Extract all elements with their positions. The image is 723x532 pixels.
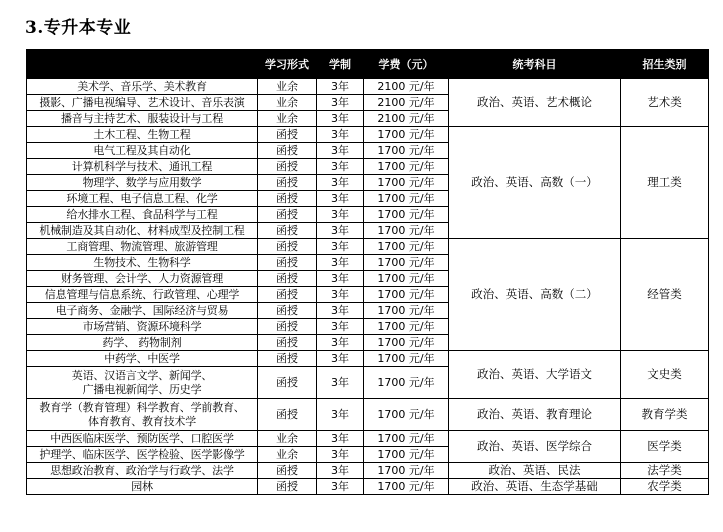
study-mode-cell: 函授 [258, 463, 317, 479]
tuition-cell: 1700 元/年 [364, 303, 449, 319]
duration-cell: 3年 [317, 319, 364, 335]
category-cell: 理工类 [621, 127, 709, 239]
major-cell: 环境工程、电子信息工程、化学 [27, 191, 258, 207]
study-mode-cell: 函授 [258, 399, 317, 431]
category-cell: 经管类 [621, 239, 709, 351]
table-row [27, 79, 709, 95]
category-cell: 医学类 [621, 431, 709, 463]
exam-subjects-cell: 政治、英语、民法 [449, 463, 621, 479]
duration-cell: 3年 [317, 399, 364, 431]
duration-cell: 3年 [317, 79, 364, 95]
tuition-cell: 1700 元/年 [364, 367, 449, 399]
major-cell: 园林 [27, 479, 258, 495]
duration-cell: 3年 [317, 271, 364, 287]
major-cell: 护理学、临床医学、医学检验、医学影像学 [27, 447, 258, 463]
study-mode-cell: 业余 [258, 79, 317, 95]
duration-cell: 3年 [317, 95, 364, 111]
major-cell: 中药学、中医学 [27, 351, 258, 367]
header-major [27, 50, 258, 79]
study-mode-cell: 函授 [258, 191, 317, 207]
duration-cell: 3年 [317, 175, 364, 191]
major-cell: 给水排水工程、食品科学与工程 [27, 207, 258, 223]
header-duration: 学制 [317, 50, 364, 79]
tuition-cell: 1700 元/年 [364, 127, 449, 143]
tuition-cell: 1700 元/年 [364, 399, 449, 431]
major-cell: 计算机科学与技术、通讯工程 [27, 159, 258, 175]
duration-cell: 3年 [317, 479, 364, 495]
exam-subjects-cell: 政治、英语、医学综合 [449, 431, 621, 463]
table-row [27, 399, 709, 431]
tuition-cell: 1700 元/年 [364, 255, 449, 271]
duration-cell: 3年 [317, 239, 364, 255]
tuition-cell: 1700 元/年 [364, 319, 449, 335]
table-row [27, 127, 709, 143]
exam-subjects-cell: 政治、英语、高数（二） [449, 239, 621, 351]
duration-cell: 3年 [317, 335, 364, 351]
tuition-cell: 2100 元/年 [364, 79, 449, 95]
category-cell: 法学类 [621, 463, 709, 479]
study-mode-cell: 函授 [258, 143, 317, 159]
study-mode-cell: 函授 [258, 207, 317, 223]
study-mode-cell: 函授 [258, 255, 317, 271]
header-study-mode: 学习形式 [258, 50, 317, 79]
duration-cell: 3年 [317, 127, 364, 143]
exam-subjects-cell: 政治、英语、生态学基础 [449, 479, 621, 495]
category-cell: 艺术类 [621, 79, 709, 127]
study-mode-cell: 函授 [258, 239, 317, 255]
study-mode-cell: 函授 [258, 175, 317, 191]
duration-cell: 3年 [317, 367, 364, 399]
tuition-cell: 1700 元/年 [364, 271, 449, 287]
duration-cell: 3年 [317, 143, 364, 159]
major-cell: 思想政治教育、政治学与行政学、法学 [27, 463, 258, 479]
exam-subjects-cell: 政治、英语、教育理论 [449, 399, 621, 431]
tuition-cell: 1700 元/年 [364, 479, 449, 495]
major-cell: 市场营销、资源环境科学 [27, 319, 258, 335]
study-mode-cell: 函授 [258, 159, 317, 175]
page-title: 3.专升本专业 [25, 18, 132, 38]
major-cell: 物理学、数学与应用数学 [27, 175, 258, 191]
major-cell: 财务管理、会计学、人力资源管理 [27, 271, 258, 287]
duration-cell: 3年 [317, 447, 364, 463]
major-cell: 药学、 药物制剂 [27, 335, 258, 351]
study-mode-cell: 函授 [258, 319, 317, 335]
duration-cell: 3年 [317, 431, 364, 447]
duration-cell: 3年 [317, 303, 364, 319]
category-cell: 教育学类 [621, 399, 709, 431]
major-cell: 播音与主持艺术、服装设计与工程 [27, 111, 258, 127]
tuition-cell: 2100 元/年 [364, 95, 449, 111]
tuition-cell: 1700 元/年 [364, 207, 449, 223]
major-cell: 教育学（教育管理）科学教育、学前教育、 体育教育、教育技术学 [27, 399, 258, 431]
tuition-cell: 1700 元/年 [364, 223, 449, 239]
tuition-cell: 1700 元/年 [364, 463, 449, 479]
header-tuition: 学费（元） [364, 50, 449, 79]
study-mode-cell: 业余 [258, 95, 317, 111]
header-exam-subjects: 统考科目 [449, 50, 621, 79]
table-row [27, 351, 709, 367]
major-cell: 生物技术、生物科学 [27, 255, 258, 271]
table-row [27, 463, 709, 479]
exam-subjects-cell: 政治、英语、大学语文 [449, 351, 621, 399]
tuition-cell: 1700 元/年 [364, 191, 449, 207]
tuition-cell: 1700 元/年 [364, 143, 449, 159]
duration-cell: 3年 [317, 287, 364, 303]
category-cell: 农学类 [621, 479, 709, 495]
major-cell: 工商管理、物流管理、旅游管理 [27, 239, 258, 255]
major-cell: 电气工程及其自动化 [27, 143, 258, 159]
tuition-cell: 1700 元/年 [364, 287, 449, 303]
tuition-cell: 1700 元/年 [364, 351, 449, 367]
major-cell: 英语、汉语言文学、新闻学、 广播电视新闻学、历史学 [27, 367, 258, 399]
tuition-cell: 2100 元/年 [364, 111, 449, 127]
tuition-cell: 1700 元/年 [364, 431, 449, 447]
study-mode-cell: 函授 [258, 271, 317, 287]
study-mode-cell: 函授 [258, 287, 317, 303]
tuition-cell: 1700 元/年 [364, 239, 449, 255]
major-cell: 摄影、广播电视编导、艺术设计、音乐表演 [27, 95, 258, 111]
major-cell: 中西医临床医学、预防医学、口腔医学 [27, 431, 258, 447]
tuition-cell: 1700 元/年 [364, 159, 449, 175]
header-category: 招生类别 [621, 50, 709, 79]
duration-cell: 3年 [317, 207, 364, 223]
study-mode-cell: 函授 [258, 223, 317, 239]
duration-cell: 3年 [317, 463, 364, 479]
table-row [27, 239, 709, 255]
study-mode-cell: 函授 [258, 351, 317, 367]
major-cell: 电子商务、金融学、国际经济与贸易 [27, 303, 258, 319]
category-cell: 文史类 [621, 351, 709, 399]
duration-cell: 3年 [317, 255, 364, 271]
majors-table [26, 49, 709, 495]
major-cell: 信息管理与信息系统、行政管理、心理学 [27, 287, 258, 303]
study-mode-cell: 函授 [258, 127, 317, 143]
study-mode-cell: 业余 [258, 111, 317, 127]
study-mode-cell: 函授 [258, 335, 317, 351]
study-mode-cell: 函授 [258, 303, 317, 319]
table-body [27, 79, 709, 495]
major-cell: 机械制造及其自动化、材料成型及控制工程 [27, 223, 258, 239]
study-mode-cell: 业余 [258, 431, 317, 447]
study-mode-cell: 函授 [258, 367, 317, 399]
duration-cell: 3年 [317, 191, 364, 207]
tuition-cell: 1700 元/年 [364, 335, 449, 351]
major-cell: 美术学、音乐学、美术教育 [27, 79, 258, 95]
study-mode-cell: 业余 [258, 447, 317, 463]
exam-subjects-cell: 政治、英语、高数（一） [449, 127, 621, 239]
table-row [27, 431, 709, 447]
table-row [27, 479, 709, 495]
exam-subjects-cell: 政治、英语、艺术概论 [449, 79, 621, 127]
duration-cell: 3年 [317, 159, 364, 175]
duration-cell: 3年 [317, 351, 364, 367]
duration-cell: 3年 [317, 111, 364, 127]
tuition-cell: 1700 元/年 [364, 447, 449, 463]
major-cell: 土木工程、生物工程 [27, 127, 258, 143]
study-mode-cell: 函授 [258, 479, 317, 495]
tuition-cell: 1700 元/年 [364, 175, 449, 191]
duration-cell: 3年 [317, 223, 364, 239]
table-header-row [27, 50, 709, 79]
